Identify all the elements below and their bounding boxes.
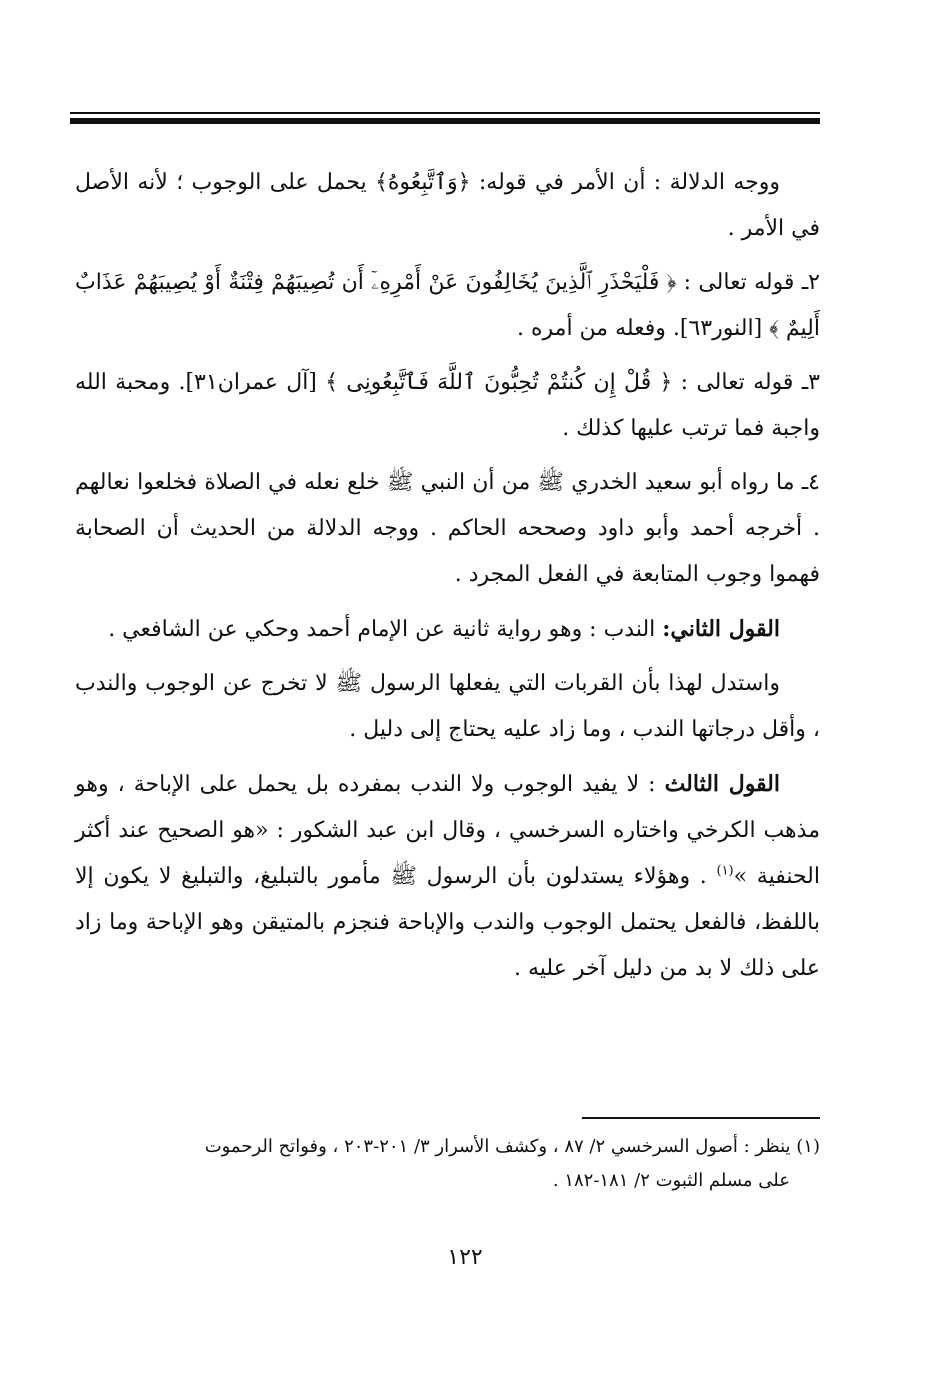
paragraph bbox=[75, 761, 820, 992]
paragraph bbox=[75, 160, 820, 252]
paragraph bbox=[75, 360, 820, 452]
paragraph-text: [آل عمران٣١]. ومحبة الله واجبة فما ترتب عليها كذلك . bbox=[75, 370, 820, 441]
paragraph-text: ٣ـ قوله تعالى : bbox=[672, 370, 820, 395]
paragraph bbox=[75, 260, 820, 352]
paragraph bbox=[75, 661, 820, 753]
section-heading: القول الثاني: bbox=[662, 616, 780, 642]
quran-verse: ﴿وَٱتَّبِعُوهُ﴾ bbox=[374, 170, 471, 195]
footnote-ref: (١) bbox=[716, 863, 734, 879]
footnote-1-continued: على مسلم الثبوت ٢/ ١٨١-١٨٢ . bbox=[552, 1170, 790, 1191]
footnote-separator bbox=[582, 1117, 820, 1119]
paragraph-text: واستدل لهذا بأن القربات التي يفعلها الرسول ﷺ لا تخرج عن الوجوب والندب ، وأقل درجاتها الندب ، وما زاد عليه يحتاج إلى دليل . bbox=[75, 671, 820, 742]
paragraph-text: ووجه الدلالة : أن الأمر في قوله: bbox=[470, 170, 780, 195]
page-number: ١٢٢ bbox=[447, 1245, 483, 1270]
paragraph-text: [النور٦٣]. وفعله من أمره . bbox=[517, 316, 770, 341]
body-text bbox=[75, 160, 820, 1000]
header-rule-thick bbox=[70, 118, 820, 124]
paragraph bbox=[75, 460, 820, 598]
paragraph-text: الندب : وهو رواية ثانية عن الإمام أحمد وحكي عن الشافعي . bbox=[108, 617, 663, 642]
paragraph-text: ٢ـ قوله تعالى : bbox=[676, 270, 820, 295]
paragraph-text: يحمل على الوجوب ؛ لأنه الأصل في الأمر . bbox=[75, 170, 820, 241]
paragraph bbox=[75, 606, 820, 653]
paragraph-text: ٤ـ ما رواه أبو سعيد الخدري ﷺ من أن النبي ﷺ خلع نعله في الصلاة فخلعوا نعالهم . أخرجه أحمد وأبو داود وصححه الحاكم . ووجه الدلالة من الحديث أن الصحابة فهموا وجوب المتابعة في الفعل المجرد . bbox=[75, 470, 820, 587]
quran-verse: ﴿ فَلْيَحْذَرِ ٱلَّذِينَ يُخَالِفُونَ عَنْ أَمْرِهِۦٓ أَن تُصِيبَهُمْ فِتْنَةٌ أَوْ يُصِيبَهُمْ عَذَابٌ أَلِيمٌ ﴾ bbox=[75, 270, 820, 341]
header-rule-thin bbox=[70, 112, 820, 114]
paragraph-text: : لا يفيد الوجوب ولا الندب بمفرده بل يحمل على الإباحة ، وهو مذهب الكرخي واختاره السرخسي ، وقال ابن عبد الشكور : «هو الصحيح عند أكثر الحنفية » bbox=[75, 772, 821, 889]
paragraph-text: . وهؤلاء يستدلون بأن الرسول ﷺ مأمور بالتبليغ، والتبليغ لا يكون إلا باللفظ، فالفعل يحتمل الوجوب والندب والإباحة فنجزم بالمتيقن وهو الإباحة وما زاد على ذلك لا بد من دليل آخر عليه . bbox=[75, 864, 820, 981]
quran-verse: ﴿ قُلْ إِن كُنتُمْ تُحِبُّونَ ٱللَّهَ فَٱتَّبِعُونِى ﴾ bbox=[325, 370, 673, 395]
footnotes bbox=[75, 1130, 820, 1198]
footnote-1: (١) ينظر : أصول السرخسي ٢/ ٨٧ ، وكشف الأسرار ٣/ ٢٠١-٢٠٣ ، وفواتح الرحموت bbox=[204, 1136, 820, 1157]
section-heading: القول الثالث bbox=[664, 771, 780, 797]
